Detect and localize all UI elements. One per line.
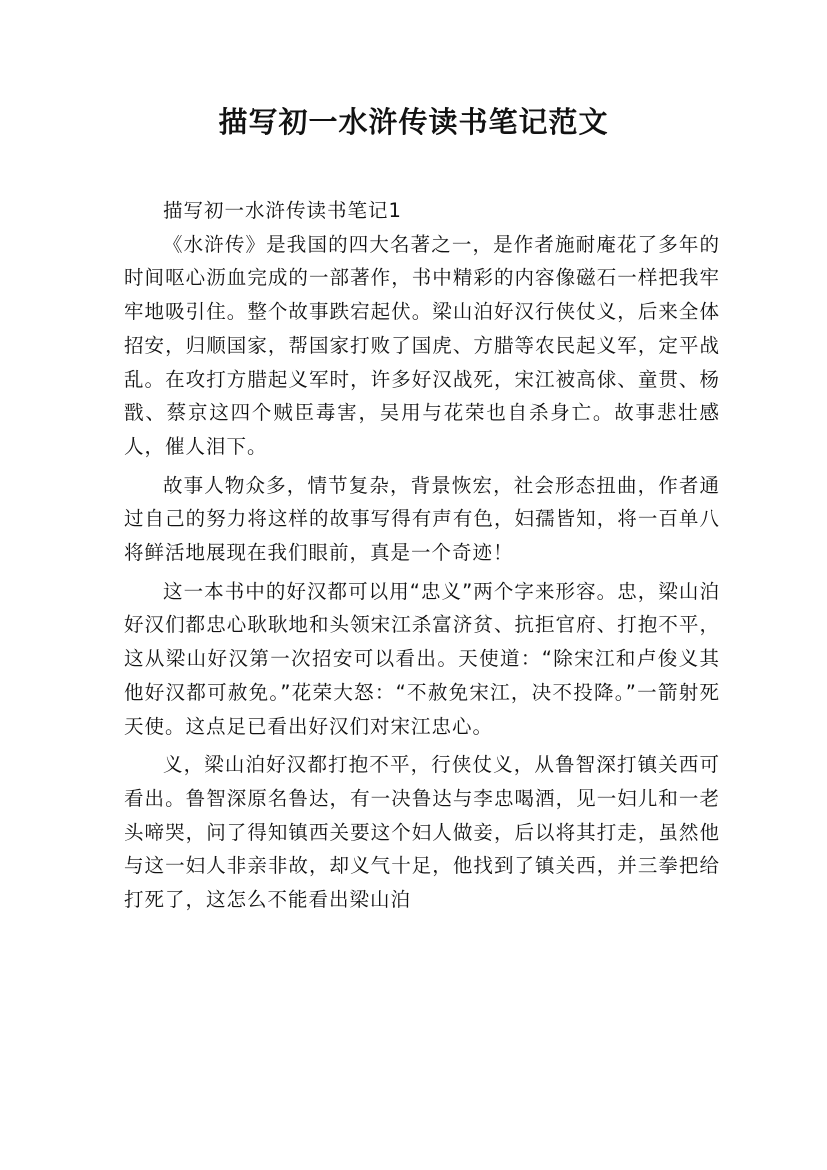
- paragraph: 《水浒传》是我国的四大名著之一，是作者施耐庵花了多年的时间呕心沥血完成的一部著作，书中精彩的内容像磁石一样把我牢牢地吸引住。整个故事跌宕起伏。梁山泊好汉行侠仗义，后来全体招安，归顺国家，帮国家打败了国虎、方腊等农民起义军，定平战乱。在攻打方腊起义军时，许多好汉战死，宋江被高俅、童贯、杨戬、蔡京这四个贼臣毒害，吴用与花荣也自杀身亡。故事悲壮感人，催人泪下。: [124, 232, 720, 458]
- paragraph: 这一本书中的好汉都可以用“忠义”两个字来形容。忠，梁山泊好汉们都忠心耿耿地和头领宋江杀富济贫、抗拒官府、打抱不平，这从梁山好汉第一次招安可以看出。天使道：“除宋江和卢俊义其他好汉都可赦免。”花荣大怒：“不赦免宋江，决不投降。”一箭射死天使。这点足已看出好汉们对宋江忠心。: [124, 579, 720, 738]
- document-title: 描写初一水浒传读书笔记范文: [218, 105, 609, 139]
- section-heading: 描写初一水浒传读书笔记1: [163, 199, 402, 222]
- document-body: [124, 194, 720, 917]
- paragraph: 故事人物众多，情节复杂，背景恢宏，社会形态扭曲，作者通过自己的努力将这样的故事写得有声有色，妇孺皆知，将一百单八将鲜活地展现在我们眼前，真是一个奇迹！: [124, 473, 720, 565]
- paragraph: 义，梁山泊好汉都打抱不平，行侠仗义，从鲁智深打镇关西可看出。鲁智深原名鲁达，有一决鲁达与李忠喝酒，见一妇儿和一老头啼哭，问了得知镇西关要这个妇人做妾，后以将其打走，虽然他与这一妇人非亲非故，却义气十足，他找到了镇关西，并三拳把给打死了，这怎么不能看出梁山泊: [124, 753, 720, 912]
